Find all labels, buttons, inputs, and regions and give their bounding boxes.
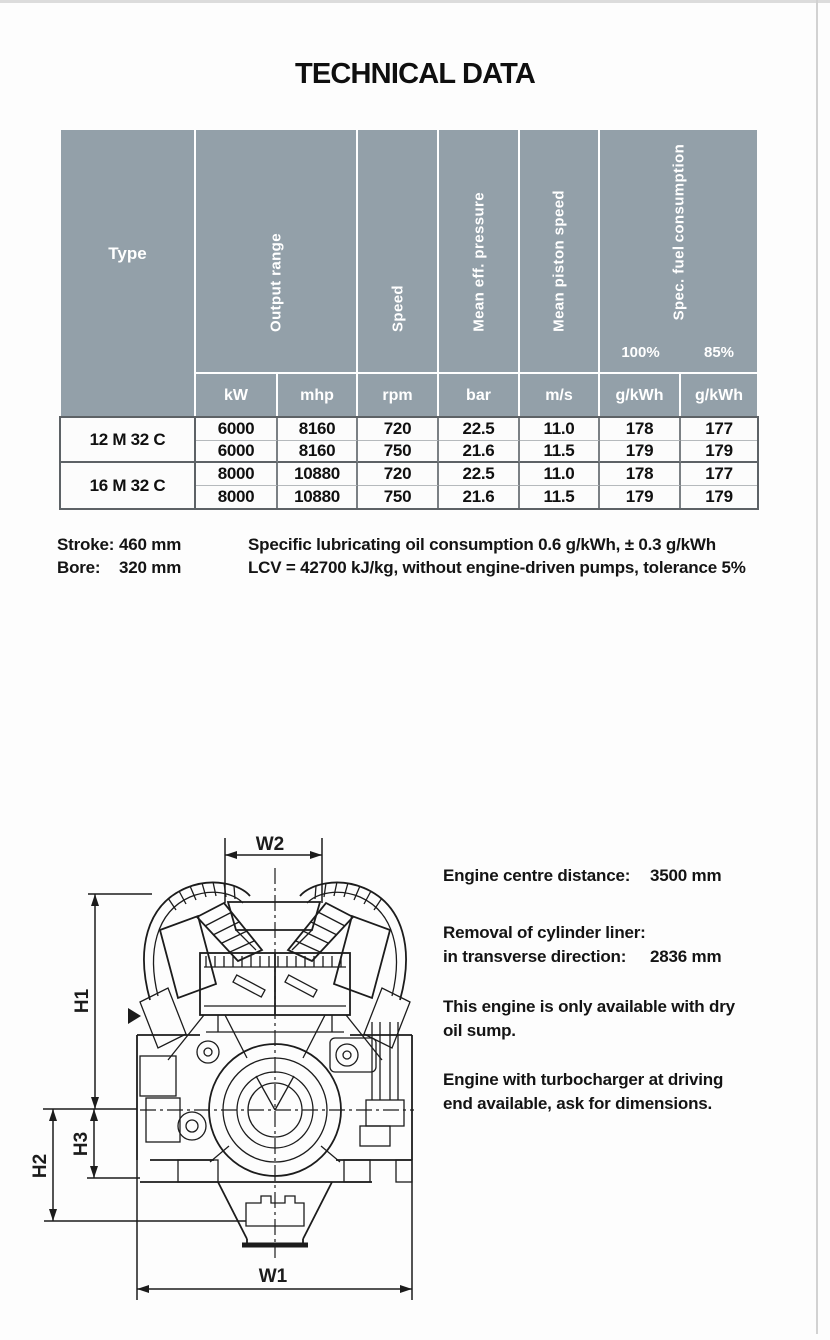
dim-label-h1: H1 bbox=[72, 988, 93, 1014]
unit-mhp: mhp bbox=[278, 372, 358, 418]
bore-line bbox=[57, 556, 181, 579]
note-line: end available, ask for dimensions. bbox=[443, 1094, 713, 1113]
note-turbocharger-driving-end bbox=[443, 1068, 813, 1116]
unit-gkwh-100: g/kWh bbox=[600, 372, 681, 418]
note-line: Engine with turbocharger at driving bbox=[443, 1070, 724, 1089]
note-engine-centre-distance bbox=[443, 864, 813, 888]
note-cylinder-liner-removal bbox=[443, 921, 813, 969]
col-header-output-range bbox=[196, 130, 358, 372]
table-cell: 179 bbox=[600, 441, 681, 464]
engine-body bbox=[128, 882, 412, 1245]
unit-rpm: rpm bbox=[358, 372, 439, 418]
table-cell: 750 bbox=[358, 441, 439, 464]
stroke-value: 460 mm bbox=[119, 535, 182, 554]
table-cell: 11.5 bbox=[520, 486, 600, 509]
table-cell: 6000 bbox=[196, 441, 278, 464]
note-line: oil sump. bbox=[443, 1021, 516, 1040]
bore-value: 320 mm bbox=[119, 558, 182, 577]
col-header-mean-eff-pressure bbox=[439, 130, 520, 372]
table-cell: 720 bbox=[358, 418, 439, 441]
table-cell: 178 bbox=[600, 418, 681, 441]
lube-consumption-note: Specific lubricating oil consumption 0.6 g/kWh, ± 0.3 g/kWh bbox=[248, 535, 716, 554]
table-cell: 8160 bbox=[278, 418, 358, 441]
table-cell: 22.5 bbox=[439, 463, 520, 486]
engine-type-12m32c: 12 M 32 C bbox=[61, 418, 196, 463]
note-dry-oil-sump bbox=[443, 995, 813, 1043]
col-header-mean-piston-speed-label: Mean piston speed bbox=[550, 190, 568, 332]
page-title: TECHNICAL DATA bbox=[294, 58, 536, 90]
col-header-speed bbox=[358, 130, 439, 372]
table-cell: 11.0 bbox=[520, 463, 600, 486]
spec-fuel-line2: consumption bbox=[670, 143, 687, 243]
dim-label-w1: W1 bbox=[258, 1266, 288, 1287]
table-cell: 177 bbox=[681, 463, 757, 486]
table-cell: 750 bbox=[358, 486, 439, 509]
table-cell: 179 bbox=[705, 486, 733, 506]
col-header-mean-piston-speed bbox=[520, 130, 600, 372]
table-cell: 178 bbox=[600, 463, 681, 486]
engine-type-16m32c: 16 M 32 C bbox=[61, 463, 196, 508]
page-right-edge bbox=[816, 0, 818, 1334]
table-cell: 179 bbox=[600, 486, 681, 509]
spec-fuel-line1: Spec. fuel bbox=[670, 245, 687, 320]
unit-bar: bar bbox=[439, 372, 520, 418]
note-value: 3500 mm bbox=[650, 866, 722, 885]
load-85-label: 85% bbox=[703, 343, 735, 361]
stroke-bore-block bbox=[57, 533, 181, 579]
col-header-type-label: Type bbox=[108, 244, 147, 263]
col-header-type bbox=[61, 130, 196, 418]
table-cell: 6000 bbox=[196, 418, 278, 441]
note-line: This engine is only available with dry bbox=[443, 997, 735, 1016]
lube-notes-block bbox=[248, 533, 768, 579]
table-cell: 21.6 bbox=[439, 486, 520, 509]
note-line bbox=[443, 945, 813, 969]
note-line: Removal of cylinder liner: bbox=[443, 923, 646, 942]
table-cell: 179 bbox=[681, 441, 757, 464]
table-cell: 11.5 bbox=[520, 441, 600, 464]
note-label: in transverse direction: bbox=[443, 947, 627, 966]
engine-front-view-drawing bbox=[30, 820, 450, 1340]
col-header-spec-fuel-label bbox=[670, 144, 687, 320]
col-header-output-range-label: Output range bbox=[267, 233, 285, 332]
page-top-edge bbox=[0, 0, 830, 3]
load-100-label: 100% bbox=[621, 343, 660, 361]
technical-data-table-body bbox=[59, 416, 759, 510]
dim-label-w2: W2 bbox=[255, 834, 285, 855]
load-point-row bbox=[600, 342, 757, 362]
cooler-ticks bbox=[206, 956, 341, 967]
dim-label-h3: H3 bbox=[71, 1131, 92, 1157]
table-cell: 22.5 bbox=[439, 418, 520, 441]
col-header-speed-label: Speed bbox=[389, 284, 406, 332]
bore-label: Bore: bbox=[57, 558, 101, 577]
table-cell: 720 bbox=[358, 463, 439, 486]
table-cell: 10880 bbox=[278, 486, 358, 509]
lcv-note: LCV = 42700 kJ/kg, without engine-driven pumps, tolerance 5% bbox=[248, 558, 746, 577]
table-cell: 8000 bbox=[196, 486, 278, 509]
table-cell: 11.0 bbox=[520, 418, 600, 441]
table-cell: 8000 bbox=[196, 463, 278, 486]
dim-label-h2: H2 bbox=[30, 1153, 51, 1179]
table-cell: 10880 bbox=[278, 463, 358, 486]
unit-gkwh-85: g/kWh bbox=[681, 372, 757, 418]
stroke-line bbox=[57, 533, 181, 556]
table-cell: 21.6 bbox=[439, 441, 520, 464]
table-cell: 8160 bbox=[278, 441, 358, 464]
col-header-spec-fuel-consumption bbox=[600, 130, 757, 372]
stroke-label: Stroke: bbox=[57, 535, 115, 554]
note-label: Engine centre distance: bbox=[443, 866, 631, 885]
table-cell: 177 bbox=[681, 418, 757, 441]
technical-data-table-header bbox=[61, 130, 757, 418]
unit-ms: m/s bbox=[520, 372, 600, 418]
col-header-mean-eff-pressure-label: Mean eff. pressure bbox=[470, 192, 487, 332]
note-value: 2836 mm bbox=[650, 947, 722, 966]
unit-kw: kW bbox=[196, 372, 278, 418]
drawing-notes bbox=[443, 864, 813, 1116]
center-lines bbox=[140, 868, 414, 1258]
